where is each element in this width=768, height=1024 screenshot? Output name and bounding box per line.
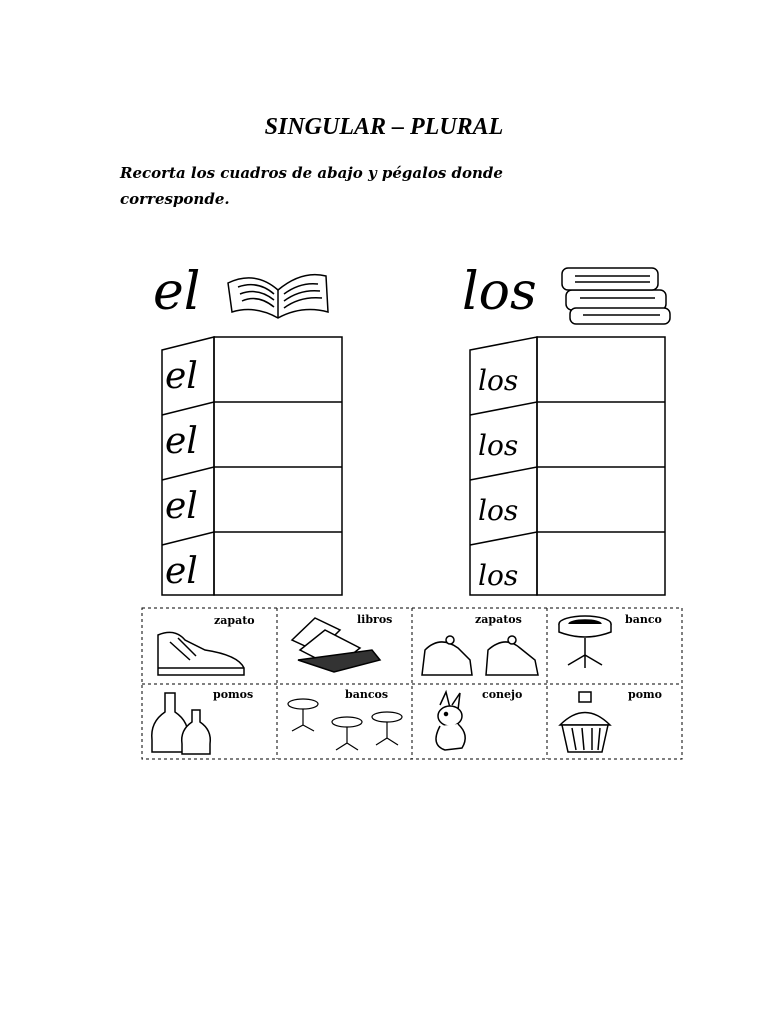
plural-article: los xyxy=(462,262,537,322)
instructions-line-1: Recorta los cuadros de abajo y pégalos donde xyxy=(120,164,503,182)
plural-row-label: los xyxy=(478,364,519,397)
card-label-bancos: bancos xyxy=(345,688,389,701)
card-label-pomos: pomos xyxy=(213,688,254,701)
open-book-icon xyxy=(228,275,328,318)
rabbit-icon xyxy=(436,692,465,750)
card-label-banco: banco xyxy=(625,613,662,626)
books-icon xyxy=(292,618,380,672)
card-label-pomo: pomo xyxy=(628,688,663,701)
stool-icon xyxy=(559,616,611,668)
plural-row-label: los xyxy=(478,559,519,592)
card-label-zapato: zapato xyxy=(214,614,255,627)
stacked-books-icon xyxy=(562,268,670,324)
stools-icon xyxy=(288,699,402,750)
plural-row-label: los xyxy=(478,494,519,527)
card-label-conejo: conejo xyxy=(482,688,523,701)
singular-article: el xyxy=(153,262,201,322)
bottles-icon xyxy=(152,693,211,754)
shoe-icon xyxy=(158,632,244,675)
jar-icon xyxy=(560,692,610,752)
pair-of-shoes-icon xyxy=(422,636,538,675)
singular-row-label: el xyxy=(165,486,198,527)
page-title: SINGULAR – PLURAL xyxy=(264,114,504,140)
card-label-libros: libros xyxy=(357,613,393,626)
singular-row-label: el xyxy=(165,551,198,592)
plural-row-label: los xyxy=(478,429,519,462)
singular-row-label: el xyxy=(165,421,198,462)
singular-row-label: el xyxy=(165,356,198,397)
card-label-zapatos: zapatos xyxy=(475,613,522,626)
instructions-line-2: corresponde. xyxy=(120,190,230,208)
